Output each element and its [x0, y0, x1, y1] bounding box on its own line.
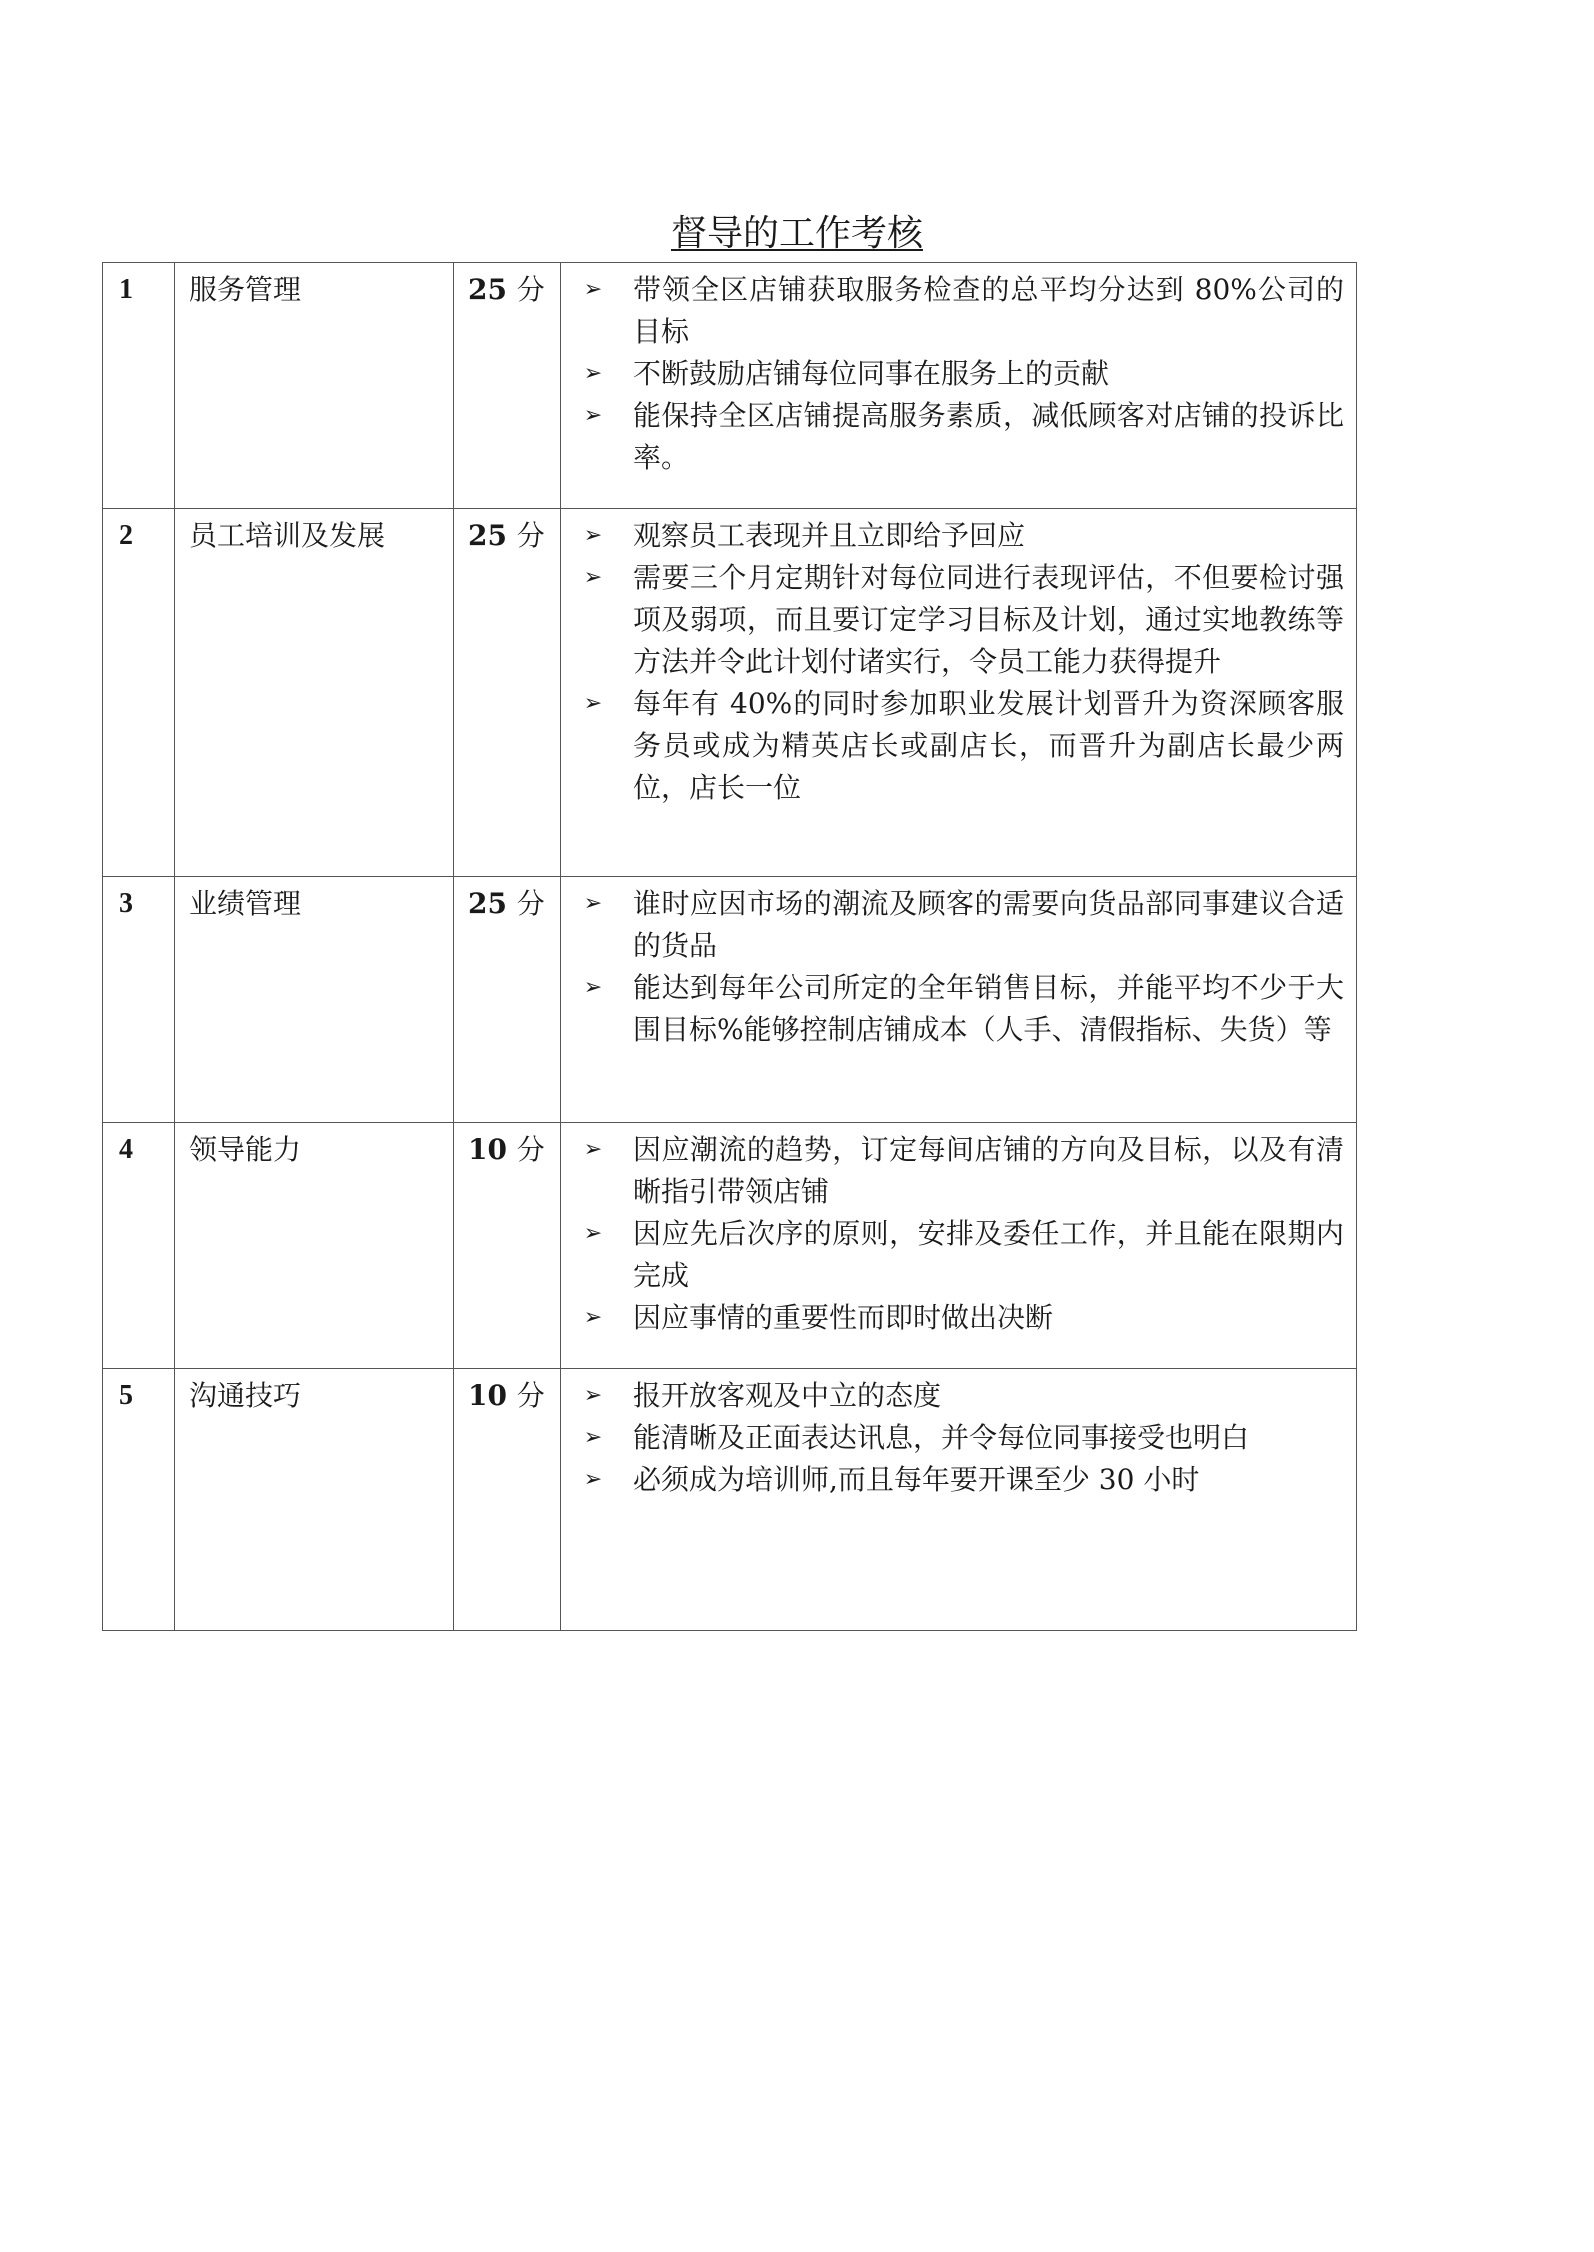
- category-name: 业绩管理: [189, 887, 302, 920]
- row-number-cell: [103, 877, 175, 1123]
- table-row: [103, 877, 1357, 1123]
- criteria-list: [561, 263, 1356, 479]
- criteria-text: 能清晰及正面表达讯息，并令每位同事接受也明白: [633, 1421, 1250, 1454]
- arrowhead-bullet-icon: ➢: [583, 1137, 603, 1162]
- score-cell: [454, 263, 561, 509]
- score-unit: 分: [516, 273, 545, 306]
- arrowhead-bullet-icon: ➢: [583, 891, 603, 916]
- list-item: [561, 353, 1344, 395]
- arrowhead-bullet-icon: ➢: [583, 691, 603, 716]
- criteria-cell: [561, 1369, 1357, 1631]
- score-value: 25: [468, 887, 507, 920]
- table-row: [103, 263, 1357, 509]
- criteria-text: 观察员工表现并且立即给予回应: [633, 519, 1026, 552]
- criteria-cell: [561, 263, 1357, 509]
- row-number: 1: [119, 274, 133, 305]
- list-item: [561, 557, 1344, 683]
- arrowhead-bullet-icon: ➢: [583, 1467, 603, 1492]
- list-item: [561, 967, 1344, 1051]
- list-item: [561, 515, 1344, 557]
- arrowhead-bullet-icon: ➢: [583, 277, 603, 302]
- score: [454, 509, 560, 557]
- list-item: [561, 683, 1344, 809]
- row-number: 5: [119, 1380, 133, 1411]
- table-row: [103, 1369, 1357, 1631]
- row-number-cell: [103, 1369, 175, 1631]
- arrowhead-bullet-icon: ➢: [583, 403, 603, 428]
- criteria-text: 不断鼓励店铺每位同事在服务上的贡献: [633, 357, 1110, 390]
- row-number: 2: [119, 520, 133, 551]
- list-item: [561, 1129, 1344, 1213]
- list-item: [561, 1375, 1344, 1417]
- criteria-list: [561, 1123, 1356, 1339]
- criteria-text: 能达到每年公司所定的全年销售目标，并能平均不少于大围目标%能够控制店铺成本（人手、清假指标、失货）等: [633, 971, 1344, 1046]
- arrowhead-bullet-icon: ➢: [583, 1383, 603, 1408]
- arrowhead-bullet-icon: ➢: [583, 1305, 603, 1330]
- criteria-text: 每年有 40%的同时参加职业发展计划晋升为资深顾客服务员或成为精英店长或副店长，而晋升为副店长最少两位，店长一位: [633, 687, 1344, 804]
- arrowhead-bullet-icon: ➢: [583, 565, 603, 590]
- score-unit: 分: [516, 519, 545, 552]
- criteria-text: 因应潮流的趋势，订定每间店铺的方向及目标，以及有清晰指引带领店铺: [633, 1133, 1344, 1208]
- criteria-text: 报开放客观及中立的态度: [633, 1379, 942, 1412]
- criteria-text: 带领全区店铺获取服务检查的总平均分达到 80%公司的目标: [633, 273, 1344, 348]
- list-item: [561, 1417, 1344, 1459]
- criteria-list: [561, 509, 1356, 809]
- criteria-text: 需要三个月定期针对每位同进行表现评估，不但要检讨强项及弱项，而且要订定学习目标及计划，通过实地教练等方法并令此计划付诸实行，令员工能力获得提升: [633, 561, 1344, 678]
- arrowhead-bullet-icon: ➢: [583, 975, 603, 1000]
- category-cell: [175, 509, 454, 877]
- row-number: 3: [119, 888, 133, 919]
- list-item: [561, 269, 1344, 353]
- score-value: 10: [468, 1379, 507, 1412]
- evaluation-table: [102, 262, 1357, 1631]
- score: [454, 1123, 560, 1171]
- row-number-cell: [103, 1123, 175, 1369]
- arrowhead-bullet-icon: ➢: [583, 361, 603, 386]
- score: [454, 1369, 560, 1417]
- evaluation-table-body: [103, 263, 1357, 1631]
- list-item: [561, 1213, 1344, 1297]
- score-cell: [454, 1123, 561, 1369]
- table-row: [103, 1123, 1357, 1369]
- page-title: 督导的工作考核: [670, 213, 923, 254]
- arrowhead-bullet-icon: ➢: [583, 1425, 603, 1450]
- category-name: 领导能力: [189, 1133, 302, 1166]
- row-number: 4: [119, 1134, 133, 1165]
- score-cell: [454, 1369, 561, 1631]
- category-name: 员工培训及发展: [189, 519, 386, 552]
- category-cell: [175, 1123, 454, 1369]
- arrowhead-bullet-icon: ➢: [583, 1221, 603, 1246]
- category-cell: [175, 1369, 454, 1631]
- criteria-list: [561, 1369, 1356, 1501]
- criteria-list: [561, 877, 1356, 1051]
- list-item: [561, 1459, 1344, 1501]
- table-row: [103, 509, 1357, 877]
- list-item: [561, 883, 1344, 967]
- score-cell: [454, 877, 561, 1123]
- score: [454, 263, 560, 311]
- score-unit: 分: [516, 887, 545, 920]
- criteria-text: 能保持全区店铺提高服务素质，减低顾客对店铺的投诉比率。: [633, 399, 1344, 474]
- row-number-cell: [103, 509, 175, 877]
- score: [454, 877, 560, 925]
- row-number-cell: [103, 263, 175, 509]
- score-value: 25: [468, 519, 507, 552]
- criteria-cell: [561, 1123, 1357, 1369]
- criteria-text: 必须成为培训师,而且每年要开课至少 30 小时: [633, 1463, 1200, 1496]
- criteria-text: 因应先后次序的原则，安排及委任工作，并且能在限期内完成: [633, 1217, 1344, 1292]
- category-name: 服务管理: [189, 273, 302, 306]
- score-value: 10: [468, 1133, 507, 1166]
- criteria-text: 谁时应因市场的潮流及顾客的需要向货品部同事建议合适的货品: [633, 887, 1344, 962]
- criteria-cell: [561, 509, 1357, 877]
- category-name: 沟通技巧: [189, 1379, 302, 1412]
- list-item: [561, 1297, 1344, 1339]
- arrowhead-bullet-icon: ➢: [583, 523, 603, 548]
- score-cell: [454, 509, 561, 877]
- score-unit: 分: [516, 1133, 545, 1166]
- criteria-text: 因应事情的重要性而即时做出决断: [633, 1301, 1054, 1334]
- list-item: [561, 395, 1344, 479]
- category-cell: [175, 877, 454, 1123]
- score-unit: 分: [516, 1379, 545, 1412]
- score-value: 25: [468, 273, 507, 306]
- category-cell: [175, 263, 454, 509]
- criteria-cell: [561, 877, 1357, 1123]
